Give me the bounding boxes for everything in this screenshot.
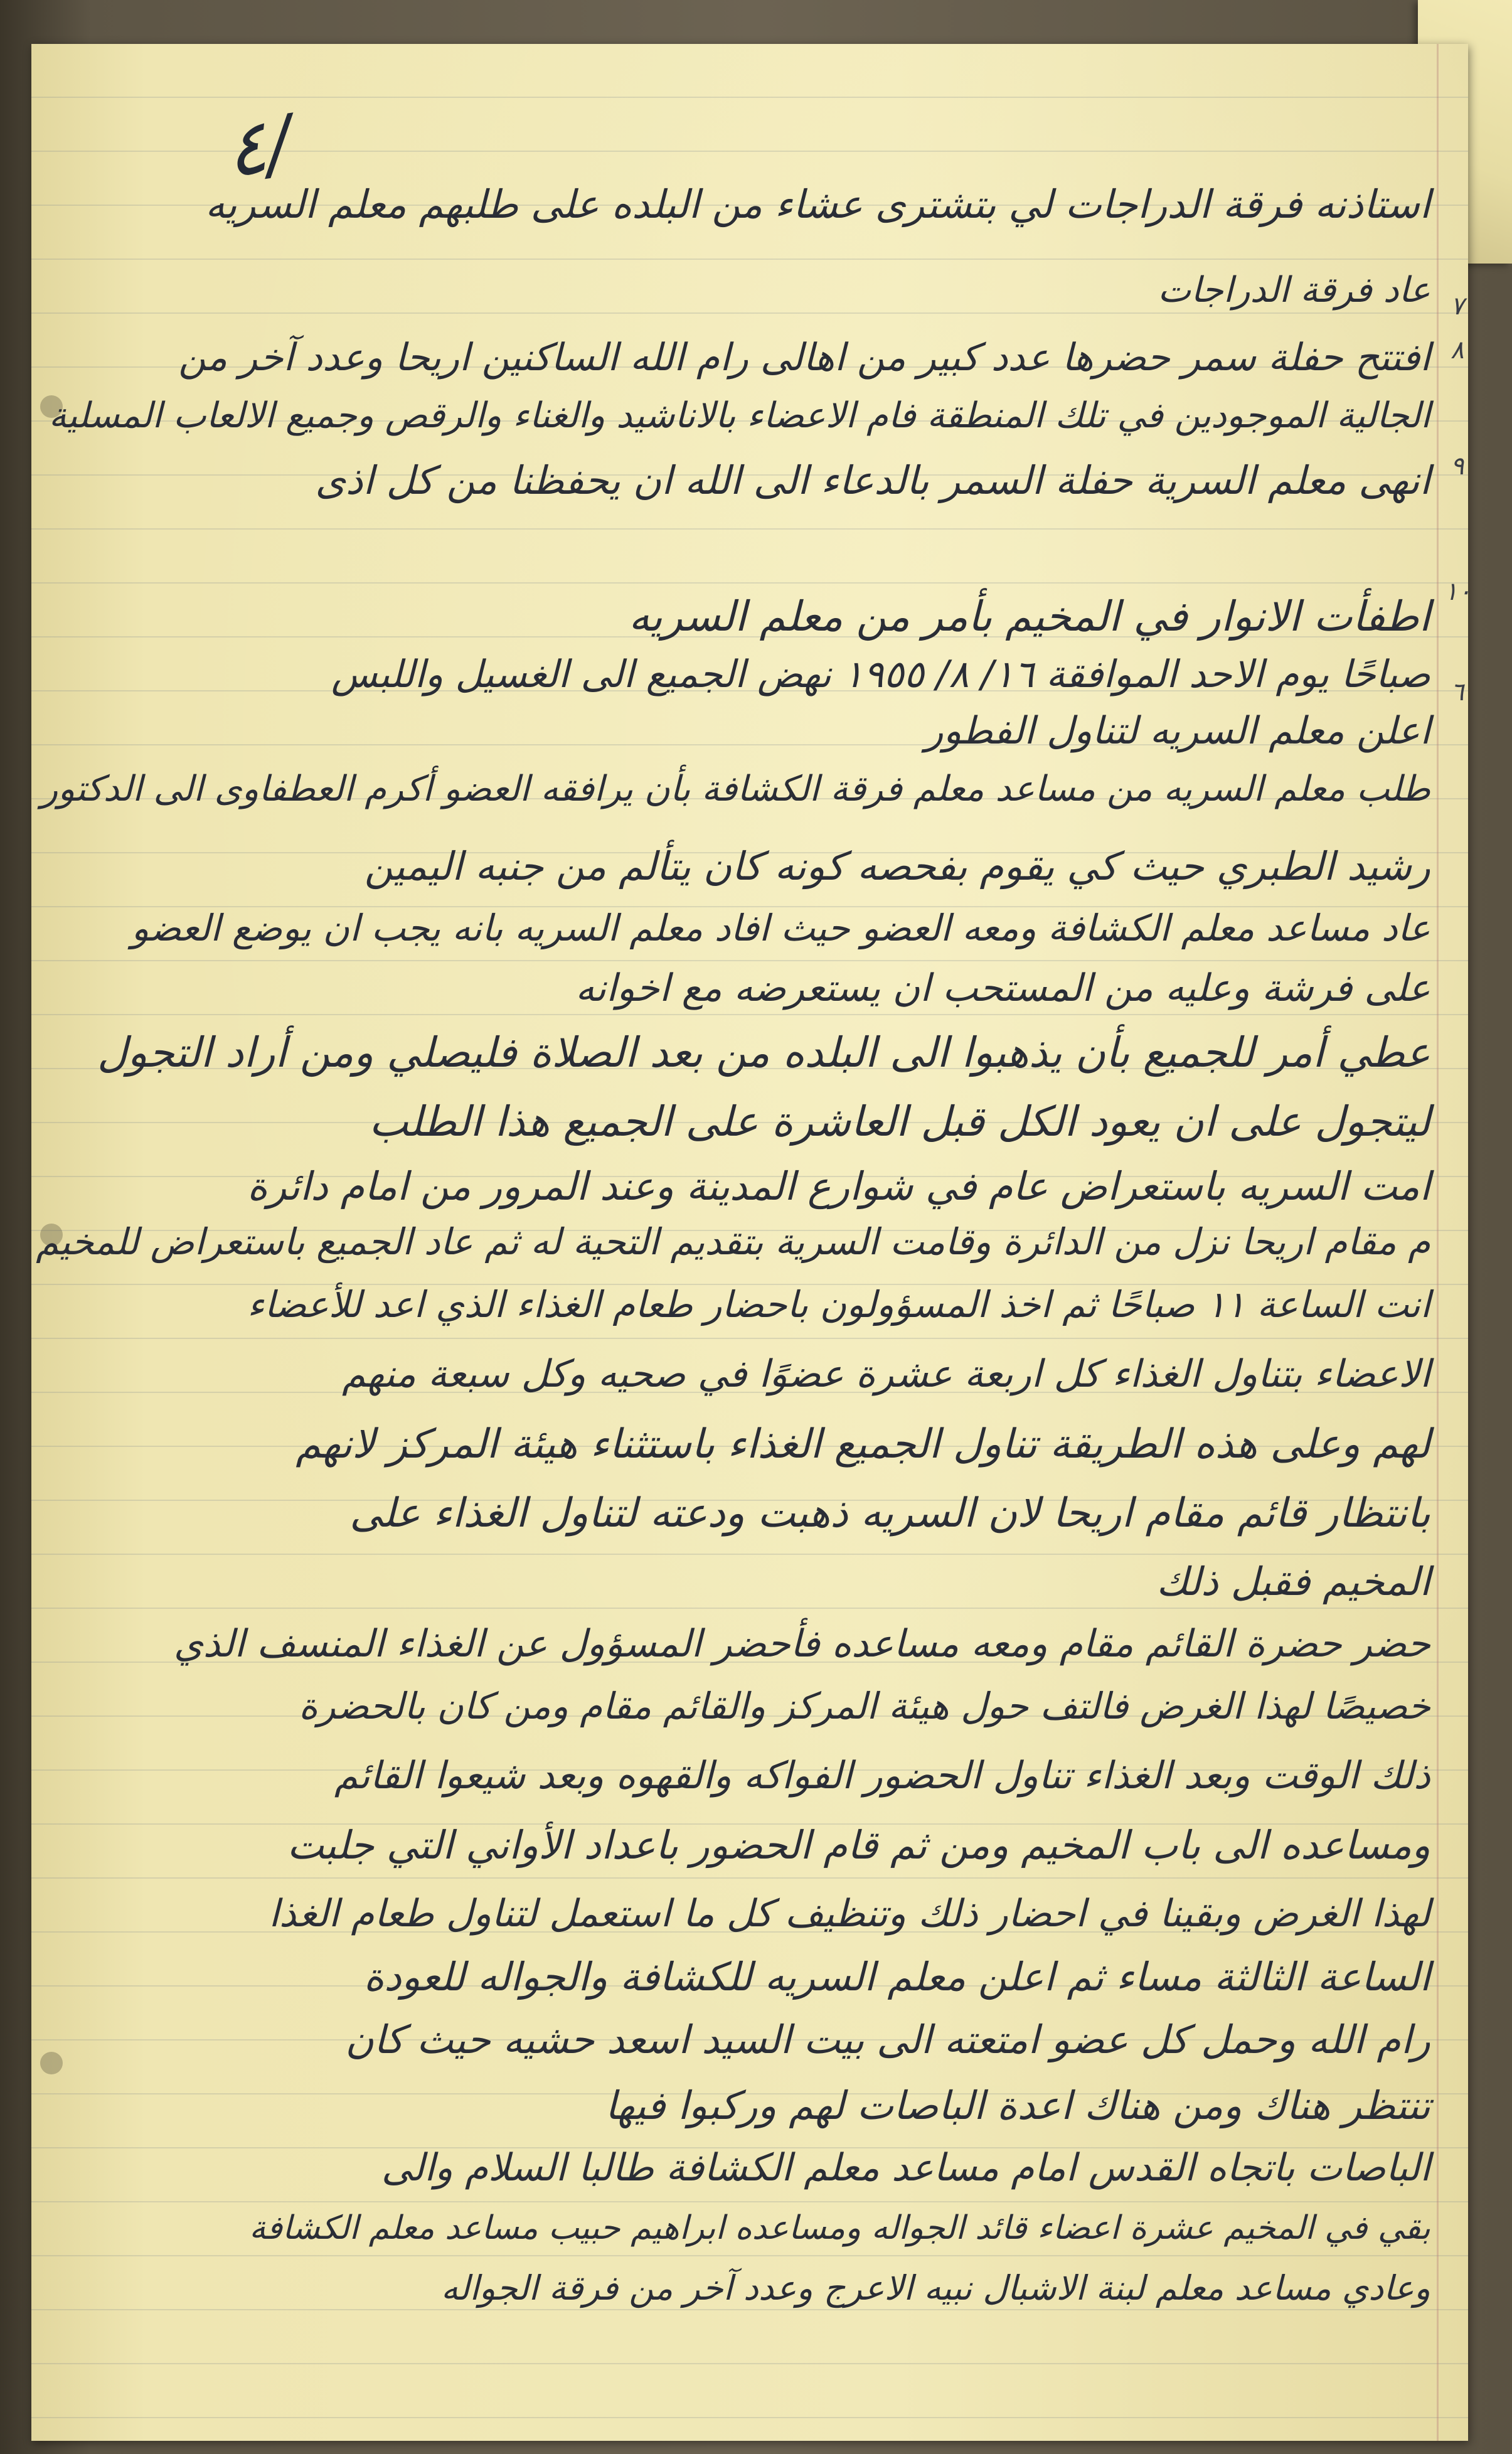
handwritten-line: لهذا الغرض وبقينا في احضار ذلك وتنظيف كل ما استعمل لتناول طعام الغذا (269, 1892, 1430, 1936)
handwritten-line: انت الساعة ١١ صباحًا ثم اخذ المسؤولون باحضار طعام الغذاء الذي اعد للأعضاء (247, 1283, 1430, 1326)
handwritten-line: على فرشة وعليه من المستحب ان يستعرضه مع اخوانه (575, 966, 1430, 1010)
handwritten-line: افتتح حفلة سمر حضرها عدد كبير من اهالى رام الله الساكنين اريحا وعدد آخر من (178, 336, 1430, 380)
handwritten-line: الاعضاء بتناول الغذاء كل اربعة عشرة عضوًا في صحيه وكل سبعة منهم (342, 1352, 1430, 1396)
handwritten-line: رشيد الطبري حيث كي يقوم بفحصه كونه كان يتألم من جنبه اليمين (364, 843, 1430, 889)
handwritten-line: حضر حضرة القائم مقام ومعه مساعده فأحضر المسؤول عن الغذاء المنسف الذي (173, 1622, 1430, 1666)
handwritten-line: انهى معلم السرية حفلة السمر بالدعاء الى الله ان يحفظنا من كل اذى (315, 457, 1430, 503)
notebook-page (31, 44, 1471, 2441)
handwritten-line: وعادي مساعد معلم لبنة الاشبال نبيه الاعرج وعدد آخر من فرقة الجواله (441, 2268, 1430, 2308)
handwritten-line: ليتجول على ان يعود الكل قبل العاشرة على الجميع هذا الطلب (369, 1097, 1430, 1146)
handwritten-line: ومساعده الى باب المخيم ومن ثم قام الحضور باعداد الأواني التي جلبت (287, 1822, 1430, 1868)
handwritten-line: طلب معلم السريه من مساعد معلم فرقة الكشافة بأن يرافقه العضو أكرم العطفاوى الى الدكتور (41, 769, 1430, 809)
handwritten-line: خصيصًا لهذا الغرض فالتف حول هيئة المركز والقائم مقام ومن كان بالحضرة (299, 1685, 1430, 1727)
margin-rule (1437, 44, 1439, 2441)
handwritten-line: عطي أمر للجميع بأن يذهبوا الى البلده من بعد الصلاة فليصلي ومن أراد التجول (97, 1028, 1430, 1077)
handwritten-line: عاد فرقة الدراجات (1158, 270, 1430, 311)
page-number: ٤/ (220, 99, 298, 195)
margin-number: ٧ (1451, 292, 1464, 321)
margin-number: ٨ (1451, 336, 1464, 365)
handwritten-line: ذلك الوقت وبعد الغذاء تناول الحضور الفواكه والقهوه وبعد شيعوا القائم (334, 1754, 1430, 1798)
handwritten-line: رام الله وحمل كل عضو امتعته الى بيت السيد اسعد حشيه حيث كان (345, 2017, 1430, 2062)
handwritten-line: الجالية الموجودين في تلك المنطقة فام الاعضاء بالاناشيد والغناء والرقص وجميع الالعاب المسلية (48, 395, 1430, 436)
handwritten-line: لهم وعلى هذه الطريقة تناول الجميع الغذاء باستثناء هيئة المركز لانهم (295, 1421, 1430, 1468)
handwritten-line: امت السريه باستعراض عام في شوارع المدينة وعند المرور من امام دائرة (247, 1163, 1430, 1209)
handwritten-line: صباحًا يوم الاحد الموافقة ١٦/ ٨/ ١٩٥٥ نهض الجميع الى الغسيل واللبس (331, 653, 1430, 696)
handwritten-line: بقي في المخيم عشرة اعضاء قائد الجواله ومساعده ابراهيم حبيب مساعد معلم الكشافة (249, 2209, 1430, 2247)
handwritten-line: اعلن معلم السريه لتناول الفطور (925, 709, 1430, 753)
handwritten-line: م مقام اريحا نزل من الدائرة وقامت السرية بتقديم التحية له ثم عاد الجميع باستعراض للمخيم (36, 1220, 1430, 1263)
handwritten-line: عاد مساعد معلم الكشافة ومعه العضو حيث افاد معلم السريه بانه يجب ان يوضع العضو (131, 907, 1430, 949)
handwritten-line: بانتظار قائم مقام اريحا لان السريه ذهبت ودعته لتناول الغذاء على (349, 1490, 1430, 1537)
handwritten-line: تنتظر هناك ومن هناك اعدة الباصات لهم وركبوا فيها (605, 2083, 1430, 2128)
margin-number: ١٠ (1444, 577, 1471, 606)
handwritten-line: استاذنه فرقة الدراجات لي بتشترى عشاء من البلده على طلبهم معلم السريه (205, 181, 1430, 227)
margin-number: ٩ (1451, 452, 1464, 481)
handwritten-line: المخيم فقبل ذلك (1156, 1559, 1430, 1604)
handwritten-line: الباصات باتجاه القدس امام مساعد معلم الكشافة طالبا السلام والى (381, 2146, 1430, 2190)
margin-number: ٦ (1451, 678, 1464, 707)
handwritten-line: اطفأت الانوار في المخيم بأمر من معلم السريه (629, 592, 1430, 641)
handwritten-line: الساعة الثالثة مساء ثم اعلن معلم السريه للكشافة والجواله للعودة (363, 1954, 1430, 2000)
punch-hole (40, 2052, 63, 2074)
